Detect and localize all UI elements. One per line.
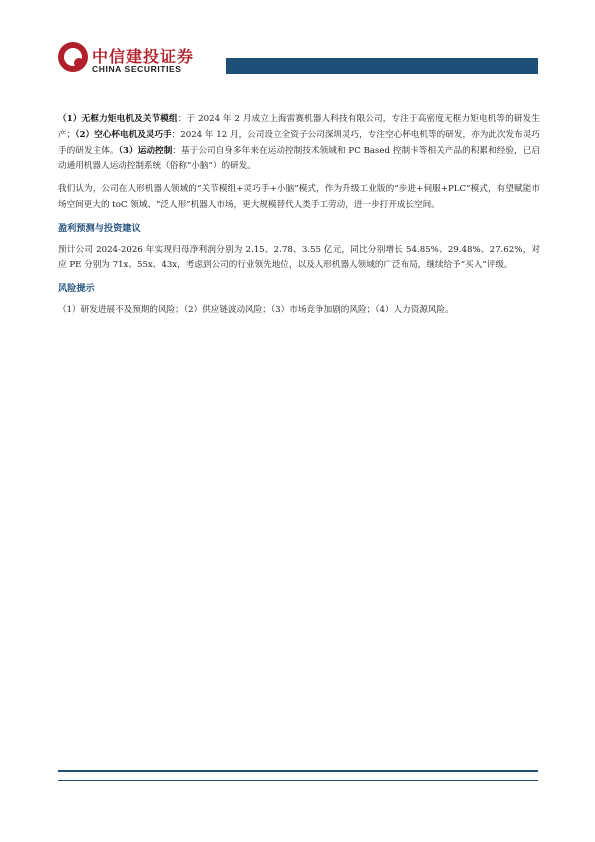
brand-name-en: CHINA SECURITIES: [92, 64, 182, 74]
report-body: [58, 112, 540, 326]
section-title-risk: 风险提示: [58, 283, 95, 295]
opinion-paragraph: 我们认为，公司在人形机器人领域的“关节模组+灵巧手+小脑”模式，作为升级工业版的“步进+伺服+PLC”模式，有望赋能市场空间更大的 toC 领域、“泛人形”机器人市场，更大规模替代人类手工劳动，进一步打开成长空间。: [58, 184, 540, 210]
footer-rule-thick: [58, 770, 538, 772]
forecast-paragraph: 预计公司 2024-2026 年实现归母净利润分别为 2.15、2.78、3.55 亿元，同比分别增长 54.85%、29.48%、27.62%，对应 PE 分别为 71x、55x、43x，考虑到公司的行业领先地位，以及人形机器人领域的广泛布局，继续给予“买入”评级。: [58, 244, 540, 271]
citic-logo-icon: [58, 42, 88, 72]
footer-rule-thin: [58, 780, 538, 781]
risk-paragraph: （1）研发进展不及预期的风险；（2）供应链波动风险；（3）市场竞争加剧的风险；（4）人力资源风险。: [58, 304, 454, 315]
highlight-coreless-motor: （2）空心杯电机及灵巧手: [75, 129, 172, 140]
text-coreless-motor: ：2024 年 12 月，公司设立全资子公司深圳灵巧，专注空心杯电机等的研发，亦为此次发布灵巧手的研发主体。: [58, 129, 540, 156]
highlight-frameless-motor: （1）无框力矩电机及关节模组: [58, 114, 178, 124]
text-frameless-motor: ：于 2024 年 2 月成立上海雷赛机器人科技有限公司，专注于高密度无框力矩电机等的研发生产；: [58, 114, 540, 140]
section-title-forecast: 盈利预测与投资建议: [58, 222, 141, 234]
brand-name-cn: 中信建投证券: [92, 47, 195, 66]
business-layout-paragraph: [58, 112, 540, 175]
highlight-motion-control: （3）运动控制: [118, 145, 173, 156]
header-bar: [226, 58, 538, 74]
page-header: [0, 0, 595, 90]
text-motion-control: ：基于公司自身多年来在运动控制技术领域和 PC Based 控制卡等相关产品的积累和经验，已启动通用机器人运动控制系统（俗称“小脑”）的研发。: [58, 145, 540, 172]
